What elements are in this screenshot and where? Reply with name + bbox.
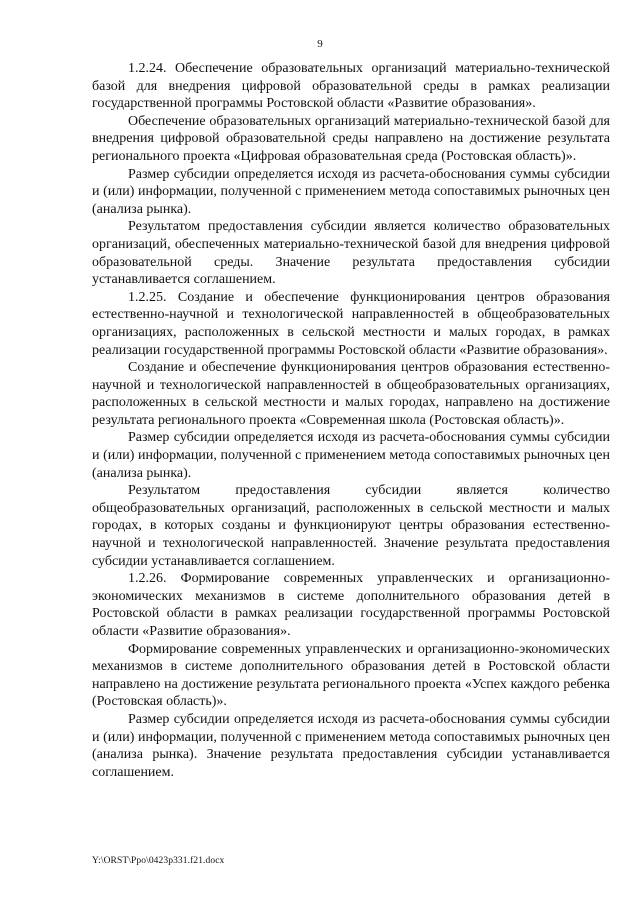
paragraph: Размер субсидии определяется исходя из расчета-обоснования суммы субсидии и (или) информации, полученной с применением метода сопоставимых рыночных цен (анализа рынка). — [92, 430, 610, 481]
paragraph-1-2-24-title: 1.2.24. Обеспечение образовательных организаций материально-технической базой для внедрения цифровой образовательной среды в рамках реализации государственной программы Ростовской области «Развитие образования». — [92, 61, 610, 112]
paragraph-1-2-25-title: 1.2.25. Создание и обеспечение функционирования центров образования естественно-научной и технологической направленностей в общеобразовательных организациях, расположенных в сельской местности и малых городах, в рамках реализации государственной программы Ростовской области «Развитие образования». — [92, 289, 610, 358]
page-number: 9 — [317, 38, 323, 50]
paragraph: Результатом предоставления субсидии является количество образовательных организаций, обеспеченных материально-технической базой для внедрения цифровой образовательной среды. Значение результата предоставления субсидии устанавливается соглашением. — [92, 219, 610, 288]
paragraph: Создание и обеспечение функционирования центров образования естественно-научной и технологической направленностей в общеобразовательных организациях, расположенных в сельской местности и малых городах, направлено на достижение результата регионального проекта «Современная школа (Ростовская область)». — [92, 360, 610, 428]
file-path-footer: Y:\ORST\Ppo\0423p331.f21.docx — [92, 856, 225, 866]
paragraph: Размер субсидии определяется исходя из расчета-обоснования суммы субсидии и (или) информации, полученной с применением метода сопоставимых рыночных цен (анализа рынка). — [92, 166, 610, 217]
paragraph-1-2-26-title: 1.2.26. Формирование современных управленческих и организационно-экономических механизмов в системе дополнительного образования детей в Ростовской области в рамках реализации государственной программы Ростовской области «Развитие образования». — [92, 571, 610, 639]
paragraph: Размер субсидии определяется исходя из расчета-обоснования суммы субсидии и (или) информации, полученной с применением метода сопоставимых рыночных цен (анализа рынка). Значение результата предоставления субсидии устанавливается соглашением. — [92, 711, 610, 780]
paragraph: Формирование современных управленческих и организационно-экономических механизмов в системе дополнительного образования детей в Ростовской области направлено на достижение результата регионального проекта «Успех каждого ребенка (Ростовская область)». — [92, 641, 610, 710]
document-body — [92, 60, 610, 781]
paragraph: Результатом предоставления субсидии является количество общеобразовательных организаций, расположенных в сельской местности и малых городах, в которых созданы и функционируют центры образования естественно-научной и технологической направленностей. Значение результата предоставления субсидии устанавливается соглашением. — [92, 483, 610, 569]
paragraph: Обеспечение образовательных организаций материально-технической базой для внедрения цифровой образовательной среды направлено на достижение результата регионального проекта «Цифровая образовательная среда (Ростовская область)». — [92, 113, 610, 164]
